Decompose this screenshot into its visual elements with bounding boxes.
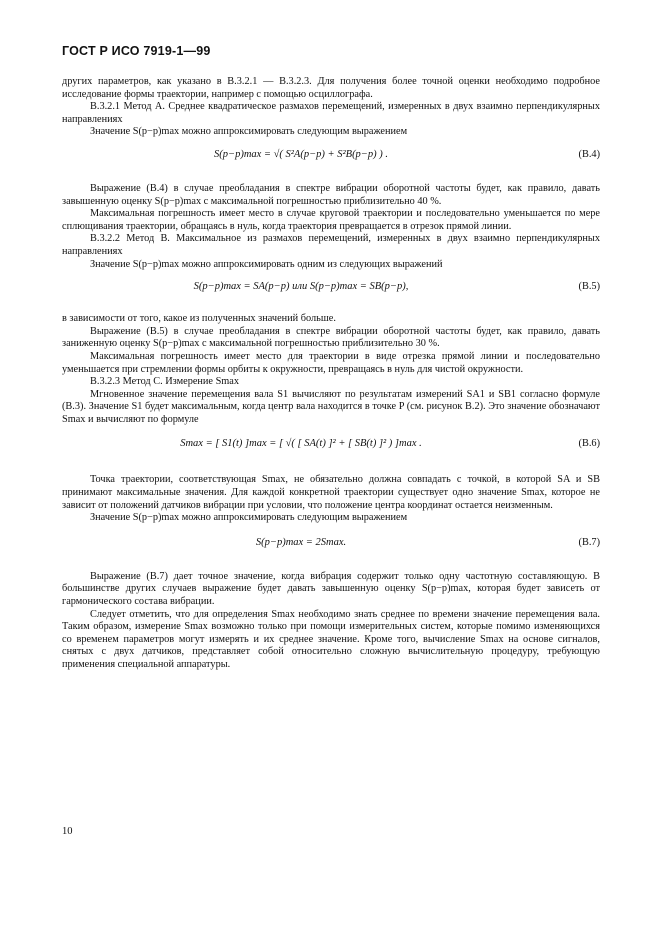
paragraph: Значение S(p−p)max можно аппроксимировать следующим выражением [90,512,408,524]
paragraph: Выражение (В.7) дает точное значение, когда вибрация содержит только одну частотную составляющую. В большинстве других случаев выражение будет давать завышенную оценку S(p−p)max, которая будет зависеть от гармонического состава вибрации. [62,570,600,608]
formula-number: (В.7) [578,536,600,548]
formula-expression: S(p−p)max = SA(p−p) или S(p−p)max = SB(p−p), [193,281,409,293]
paragraph: Максимальная погрешность имеет место в случае круговой траектории и последовательно уменьшается по мере сплющивания траектории, обращаясь в нуль, когда траектория превращается в отрезок прямой линии. [62,208,600,232]
formula-b5 [62,281,600,313]
formula-expression: S(p−p)max = √( S²A(p−p) + S²B(p−p) ) . [213,148,389,160]
paragraph: Значение S(p−p)max можно аппроксимировать следующим выражением [90,126,408,138]
paragraph: Точка траектории, соответствующая Smax, не обязательно должна совпадать с точкой, в которой SA и SB принимают максимальные значения. Для каждой конкретной траектории существует одно значение Smax, которое не зависит от положений датчиков вибрации при условии, что положение центра координат остается неизменным. [62,474,600,511]
paragraph: В.3.2.1 Метод А. Среднее квадратическое размахов перемещений, измеренных в двух взаимно перпендикулярных направлениях [62,101,600,125]
paragraph: Значение S(p−p)max можно аппроксимировать одним из следующих выражений [90,258,443,270]
formula-b6 [62,438,600,474]
formula-b4 [62,149,600,183]
paragraph: Следует отметить, что для определения Smax необходимо знать среднее по времени значение перемещения вала. Таким образом, измерение Smax возможно только при помощи измерительных систем, которые помимо изменяющихся со временем параметров могут измерять и их среднее значение. Кроме того, вычисление Smax на основе сигналов, снятых с двух датчиков, представляет собой относительно сложную вычислительную процедуру, требующую применения специальной аппаратуры. [62,608,600,670]
paragraph: Мгновенное значение перемещения вала S1 вычисляют по результатам измерений SA1 и SB1 согласно формуле (В.3). Значение S1 будет максимальным, когда центр вала находится в точке P (см. рисунок В.2). Это значение обозначают Smax и вычисляют по формуле [62,388,600,425]
page-body [62,76,600,672]
formula-number: (В.5) [578,281,600,293]
formula-number: (В.4) [578,148,600,160]
paragraph: в зависимости от того, какое из полученных значений больше. [62,313,336,325]
page-number: 10 [62,826,73,837]
paragraph: В.3.2.2 Метод В. Максимальное из размахов перемещений, измеренных в двух взаимно перпендикулярных направлениях [62,233,600,257]
document-header: ГОСТ Р ИСО 7919-1—99 [62,44,211,58]
formula-number: (В.6) [578,438,600,450]
paragraph: Выражение (В.4) в случае преобладания в спектре вибрации оборотной частоты будет, как правило, давать завышенную оценку S(p−p)max с максимальной погрешностью приблизительно 40 %. [62,182,600,207]
paragraph: Выражение (В.5) в случае преобладания в спектре вибрации оборотной частоты будет, как правило, давать заниженную оценку S(p−p)max с максимальной погрешностью приблизительно 30 %. [62,325,600,350]
paragraph: Максимальная погрешность имеет место для траектории в виде отрезка прямой линии и последовательно уменьшается при стремлении формы орбиты к окружности, превращаясь в нуль для чистой окружности. [62,350,600,375]
paragraph: других параметров, как указано в В.3.2.1 — В.3.2.3. Для получения более точной оценки необходимо подробное исследование формы траектории, например с помощью осциллографа. [62,76,600,100]
paragraph: В.3.2.3 Метод С. Измерение Smax [90,376,240,388]
formula-expression: Smax = [ S1(t) ]max = [ √( [ SA(t) ]² + [ SB(t) ]² ) ]max . [180,438,422,450]
formula-expression: S(p−p)max = 2Smax. [255,536,347,548]
formula-b7 [62,537,600,571]
